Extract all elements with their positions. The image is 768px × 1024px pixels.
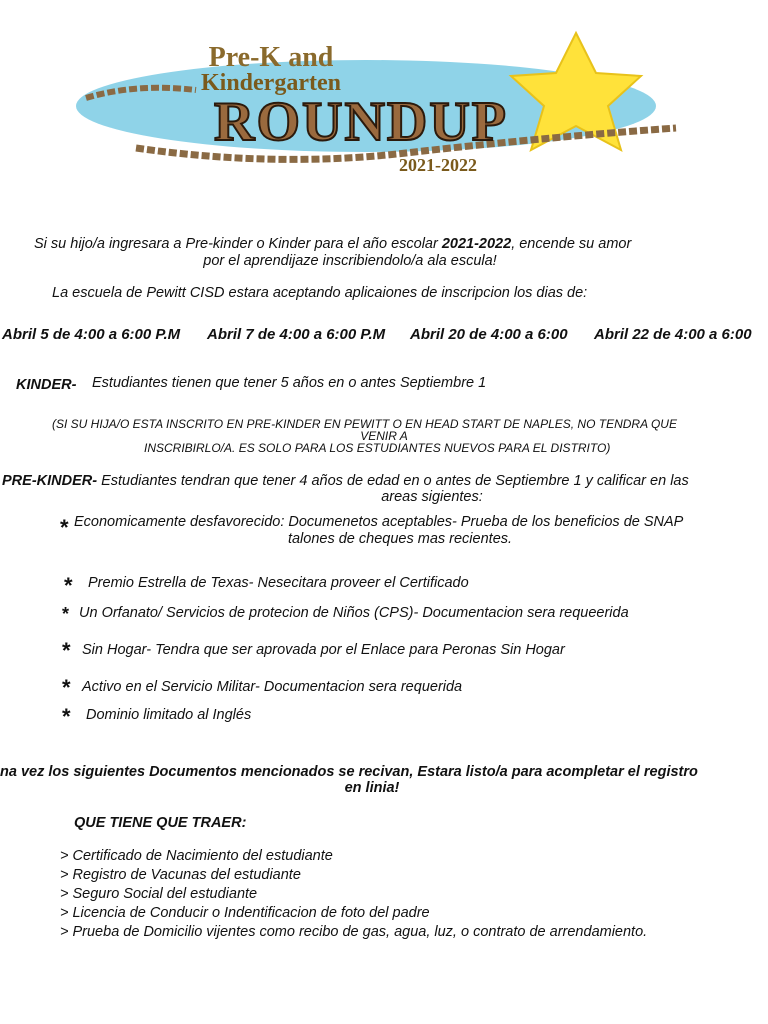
asterisk-icon: * bbox=[62, 604, 70, 624]
prekinder-label: PRE-KINDER- bbox=[2, 473, 98, 489]
criteria-item-1: Premio Estrella de Texas- Nesecitara proveer el Certificado bbox=[88, 575, 469, 591]
criteria-item-5: Dominio limitado al Inglés bbox=[86, 707, 252, 723]
intro-line2: por el aprendijaze inscribiendolo/a ala escula! bbox=[203, 253, 497, 269]
logo-line2: Kindergarten bbox=[201, 70, 341, 96]
logo-line1: Pre-K and bbox=[208, 42, 334, 73]
criteria-item-3: Sin Hogar- Tendra que ser aprovada por el Enlace para Peronas Sin Hogar bbox=[82, 642, 565, 658]
bring-item: > Registro de Vacunas del estudiante bbox=[60, 867, 301, 883]
kinder-text: Estudiantes tienen que tener 5 años en o antes Septiembre 1 bbox=[92, 375, 487, 391]
criteria-economic-line2: talones de cheques mas recientes. bbox=[287, 531, 513, 547]
accepting-text: La escuela de Pewitt CISD estara aceptando aplicaiones de inscripcion los dias de: bbox=[52, 285, 588, 301]
note-line2: VENIR A bbox=[360, 429, 408, 443]
asterisk-icon: * bbox=[62, 704, 71, 729]
bring-item: > Seguro Social del estudiante bbox=[60, 886, 258, 902]
criteria-item-2: Un Orfanato/ Servicios de protecion de Niños (CPS)- Documentacion sera requeerida bbox=[79, 605, 629, 621]
bring-list bbox=[60, 848, 760, 943]
date-4: Abril 22 de 4:00 a 6:00 bbox=[594, 326, 752, 343]
date-2: Abril 7 de 4:00 a 6:00 P.M bbox=[207, 326, 386, 343]
bring-title: QUE TIENE QUE TRAER: bbox=[74, 815, 247, 831]
asterisk-icon: * bbox=[64, 573, 73, 598]
criteria-economic-line1: Economicamente desfavorecido: Documenetos aceptables- Prueba de los beneficios de SNAP bbox=[74, 514, 684, 530]
once-line1: na vez los siguientes Documentos mencionados se recivan, Estara listo/a para acompletar el registro bbox=[0, 764, 698, 780]
note-line1: (SI SU HIJA/O ESTA INSCRITO EN PRE-KINDER EN PEWITT O EN HEAD START DE NAPLES, NO TENDRA QUE bbox=[52, 417, 677, 431]
asterisk-icon: * bbox=[62, 638, 71, 663]
date-1: Abril 5 de 4:00 a 6:00 P.M bbox=[2, 326, 181, 343]
logo-roundup: ROUNDUP bbox=[214, 91, 508, 153]
criteria-item-4: Activo en el Servicio Militar- Documentacion sera requerida bbox=[82, 679, 463, 695]
prekinder-line2: areas sigientes: bbox=[381, 489, 483, 505]
bring-item: > Prueba de Domicilio vijentes como recibo de gas, agua, luz, o contrato de arrendamiento. bbox=[60, 924, 648, 940]
bring-item: > Certificado de Nacimiento del estudiante bbox=[60, 848, 333, 864]
intro-line1: Si su hijo/a ingresara a Pre-kinder o Kinder para el año escolar 2021-2022, encende su amor bbox=[34, 236, 632, 252]
date-3: Abril 20 de 4:00 a 6:00 bbox=[410, 326, 568, 343]
intro-year: 2021-2022 bbox=[441, 236, 512, 252]
prekinder-line1: PRE-KINDER- Estudiantes tendran que tener 4 años de edad en o antes de Septiembre 1 y calificar en las bbox=[2, 473, 689, 489]
roundup-logo bbox=[76, 28, 688, 178]
bring-item: > Licencia de Conducir o Indentificacion de foto del padre bbox=[60, 905, 430, 921]
asterisk-icon: * bbox=[62, 675, 71, 700]
note-line3: INSCRIBIRLO/A. ES SOLO PARA LOS ESTUDIANTES NUEVOS PARA EL DISTRITO) bbox=[144, 441, 611, 455]
logo-year: 2021-2022 bbox=[399, 155, 477, 175]
kinder-label: KINDER- bbox=[16, 377, 77, 393]
once-line2: en linia! bbox=[344, 780, 400, 796]
asterisk-icon: * bbox=[60, 515, 69, 540]
